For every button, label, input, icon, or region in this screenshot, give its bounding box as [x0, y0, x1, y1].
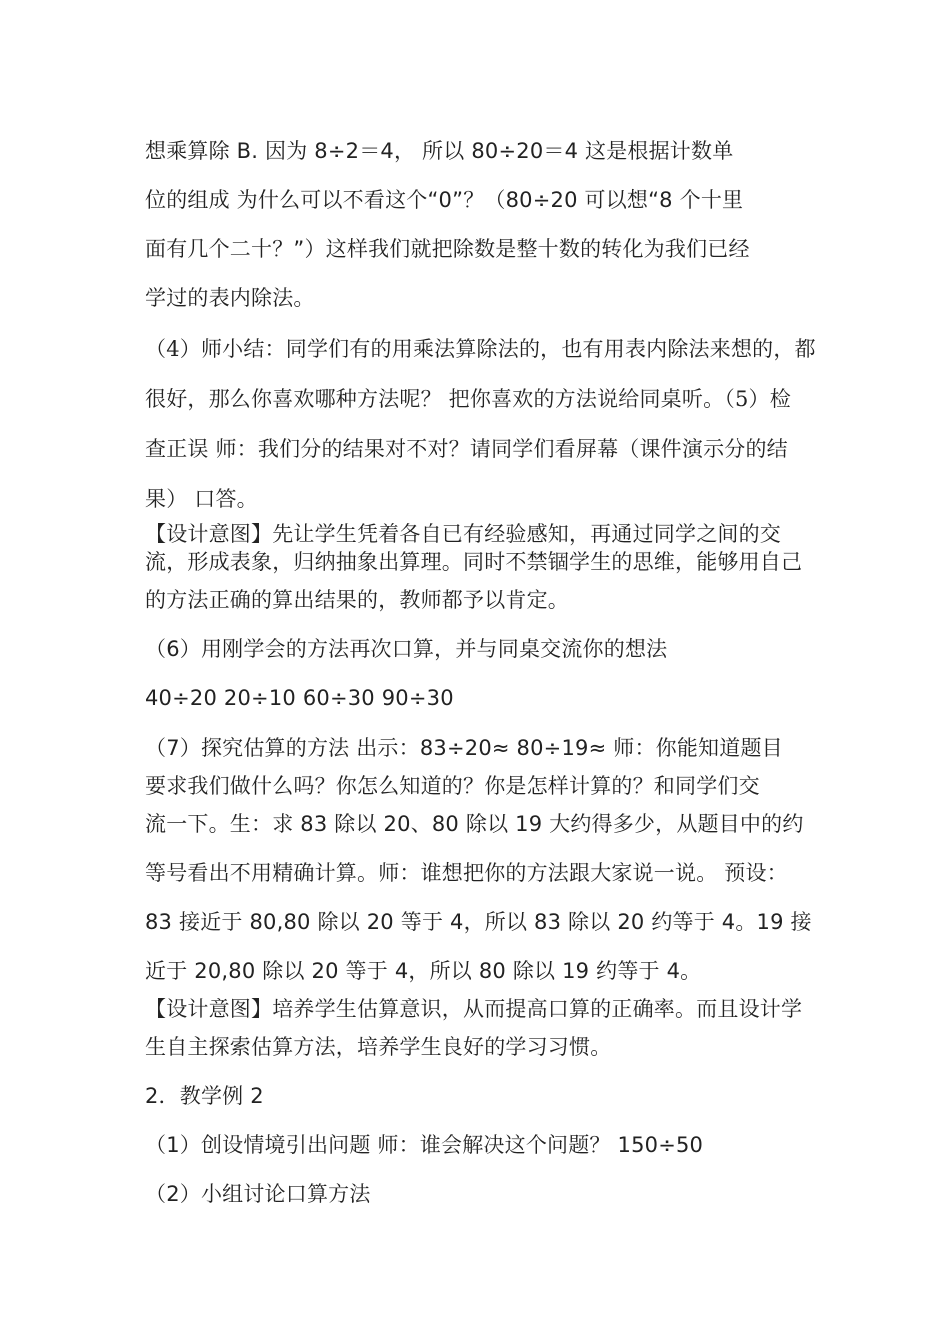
text-line-8: 果） 口答。	[145, 487, 258, 511]
text-line-4: 学过的表内除法。	[145, 286, 315, 310]
text-line-18: 83 接近于 80,80 除以 20 等于 4，所以 83 除以 20 约等于 4。19 接	[145, 910, 812, 934]
text-line-3: 面有几个二十？”）这样我们就把除数是整十数的转化为我们已经	[145, 237, 750, 261]
design-intent-line-4: 【设计意图】培养学生估算意识，从而提高口算的正确率。而且设计学	[145, 997, 803, 1021]
text-line-1: 想乘算除 B. 因为 8÷2＝4， 所以 80÷20＝4 这是根据计数单	[145, 139, 734, 163]
text-line-24: （2）小组讨论口算方法	[145, 1182, 371, 1206]
design-intent-line-1: 【设计意图】先让学生凭着各自已有经验感知，再通过同学之间的交	[145, 522, 781, 546]
design-intent-line-3: 的方法正确的算出结果的，教师都予以肯定。	[145, 588, 569, 612]
text-line-6: 很好，那么你喜欢哪种方法呢？ 把你喜欢的方法说给同桌听。（5）检	[145, 387, 791, 411]
design-intent-line-2: 流，形成表象，归纳抽象出算理。同时不禁锢学生的思维，能够用自己	[145, 550, 803, 574]
text-line-13: 40÷20 20÷10 60÷30 90÷30	[145, 686, 454, 710]
text-line-17: 等号看出不用精确计算。师：谁想把你的方法跟大家说一说。 预设：	[145, 861, 788, 885]
text-line-23: （1）创设情境引出问题 师：谁会解决这个问题？ 150÷50	[145, 1133, 704, 1157]
text-line-14: （7）探究估算的方法 出示：83÷20≈ 80÷19≈ 师：你能知道题目	[145, 736, 783, 760]
text-line-7: 查正误 师：我们分的结果对不对？请同学们看屏幕（课件演示分的结	[145, 437, 788, 461]
section-heading: 2．教学例 2	[145, 1084, 264, 1108]
text-line-5: （4）师小结：同学们有的用乘法算除法的，也有用表内除法来想的，都	[145, 337, 816, 361]
text-line-16: 流一下。生：求 83 除以 20、80 除以 19 大约得多少，从题目中的约	[145, 812, 804, 836]
text-line-12: （6）用刚学会的方法再次口算，并与同桌交流你的想法	[145, 637, 668, 661]
text-line-15: 要求我们做什么吗？你怎么知道的？你是怎样计算的？和同学们交	[145, 774, 760, 798]
text-line-19: 近于 20,80 除以 20 等于 4，所以 80 除以 19 约等于 4。	[145, 959, 702, 983]
design-intent-line-5: 生自主探索估算方法，培养学生良好的学习习惯。	[145, 1035, 612, 1059]
text-line-2: 位的组成 为什么可以不看这个“0”？（80÷20 可以想“8 个十里	[145, 188, 744, 212]
